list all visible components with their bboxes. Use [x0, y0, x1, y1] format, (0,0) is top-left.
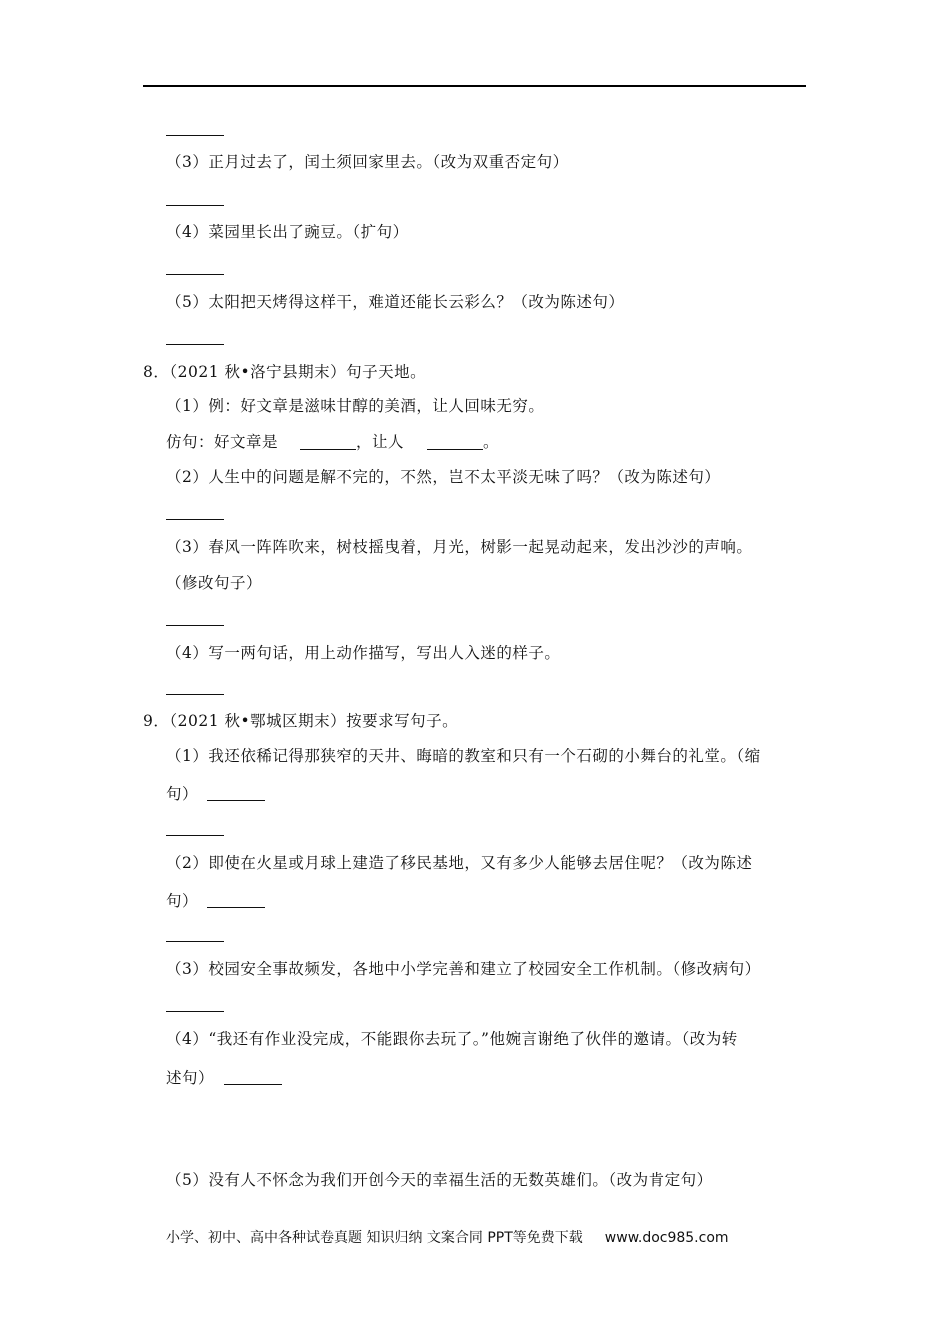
answer-blank[interactable]: [166, 941, 224, 942]
answer-blank[interactable]: [207, 907, 265, 908]
q7-item-3: （3）正月过去了，闰土须回家里去。（改为双重否定句）: [166, 153, 569, 171]
q9-item-2-line-2: 句）: [166, 892, 199, 910]
answer-blank[interactable]: [300, 449, 356, 450]
footer: [166, 1227, 729, 1247]
answer-blank[interactable]: [166, 1011, 224, 1012]
answer-blank[interactable]: [166, 519, 224, 520]
answer-blank[interactable]: [166, 135, 224, 136]
answer-blank[interactable]: [166, 205, 224, 206]
header-rule: [143, 85, 806, 87]
answer-blank[interactable]: [166, 694, 224, 695]
q9-item-2-line-1: （2）即使在火星或月球上建造了移民基地，又有多少人能够去居住呢？（改为陈述: [166, 854, 753, 872]
q8-imitate-mid: ，让人: [356, 433, 405, 451]
q9-item-3: （3）校园安全事故频发，各地中小学完善和建立了校园安全工作机制。（修改病句）: [166, 960, 761, 978]
q8-title: 8．（2021 秋•洛宁县期末）句子天地。: [143, 363, 427, 381]
footer-text: 小学、初中、高中各种试卷真题 知识归纳 文案合同 PPT等免费下载: [166, 1230, 583, 1246]
q8-item-4: （4）写一两句话，用上动作描写，写出人入迷的样子。: [166, 644, 561, 662]
answer-blank[interactable]: [166, 835, 224, 836]
q7-item-4: （4）菜园里长出了豌豆。（扩句）: [166, 223, 409, 241]
answer-blank[interactable]: [224, 1084, 282, 1085]
q8-item-3-line-2: （修改句子）: [166, 574, 263, 592]
q9-item-1-line-2: 句）: [166, 785, 199, 803]
q9-item-4-line-1: （4）“我还有作业没完成，不能跟你去玩了。”他婉言谢绝了伙伴的邀请。（改为转: [166, 1030, 738, 1048]
answer-blank[interactable]: [166, 344, 224, 345]
q9-item-4-line-2: 述句）: [166, 1069, 215, 1087]
answer-blank[interactable]: [207, 800, 265, 801]
q8-item-3-line-1: （3）春风一阵阵吹来，树枝摇曳着，月光，树影一起晃动起来，发出沙沙的声响。: [166, 538, 753, 556]
q7-item-5: （5）太阳把天烤得这样干，难道还能长云彩么？（改为陈述句）: [166, 293, 625, 311]
answer-blank[interactable]: [166, 274, 224, 275]
q9-item-1-line-1: （1）我还依稀记得那狭窄的天井、晦暗的教室和只有一个石砌的小舞台的礼堂。（缩: [166, 747, 761, 765]
q9-item-5: （5）没有人不怀念为我们开创今天的幸福生活的无数英雄们。（改为肯定句）: [166, 1171, 713, 1189]
footer-url[interactable]: www.doc985.com: [604, 1230, 729, 1246]
answer-blank[interactable]: [427, 449, 483, 450]
q8-imitate-end: 。: [483, 433, 500, 451]
q8-item-1: （1）例：好文章是滋味甘醇的美酒，让人回味无穷。: [166, 397, 545, 415]
q8-imitate-prefix: 仿句：好文章是: [166, 433, 279, 451]
answer-blank[interactable]: [166, 625, 224, 626]
q9-title: 9．（2021 秋•鄂城区期末）按要求写句子。: [143, 712, 459, 730]
q8-item-2: （2）人生中的问题是解不完的，不然，岂不太平淡无味了吗？（改为陈述句）: [166, 468, 721, 486]
